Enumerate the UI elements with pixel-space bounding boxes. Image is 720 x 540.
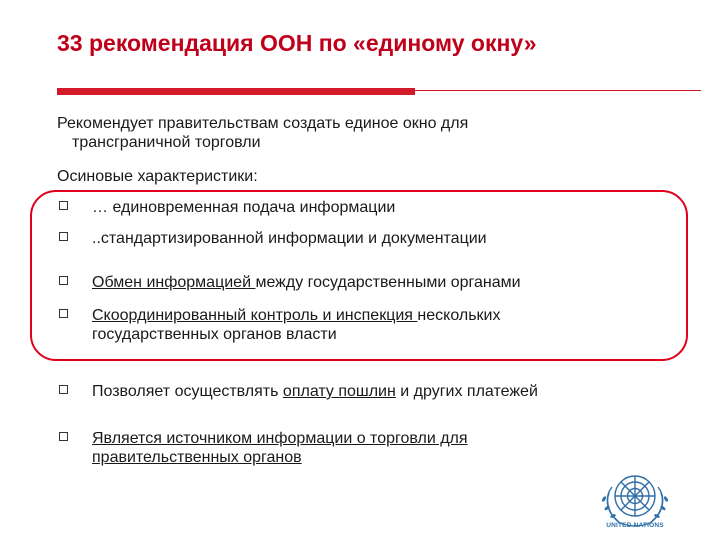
list-item-underlined-text: Обмен информацией — [92, 274, 256, 291]
list-item-underlined-text: Скоординированный контроль и инспекция — [92, 307, 418, 324]
characteristics-heading: Осиновые характеристики: — [57, 168, 258, 185]
checkbox-bullet-icon — [59, 276, 68, 285]
list-item-text: нескольких — [417, 307, 501, 324]
intro-line-1: Рекомендует правительствам создать единое окно для — [57, 115, 469, 132]
checkbox-bullet-icon — [59, 385, 68, 394]
checkbox-bullet-icon — [59, 309, 68, 318]
list-item-text-line2: государственных органов власти — [92, 326, 337, 343]
un-logo-caption: UNITED NATIONS — [606, 522, 664, 529]
list-item-text: между государственными органами — [255, 274, 521, 291]
intro-line-2: трансграничной торговли — [72, 134, 261, 151]
list-item-underlined-text: оплату пошлин — [282, 383, 396, 400]
checkbox-bullet-icon — [59, 201, 68, 210]
slide-title: 33 рекомендация ООН по «единому окну» — [57, 30, 537, 56]
checkbox-bullet-icon — [59, 232, 68, 241]
list-item-underlined-text: Является источником информации о торговли для — [92, 430, 468, 447]
checkbox-bullet-icon — [59, 432, 68, 441]
title-rule-thin — [57, 90, 701, 91]
list-item-text: ..стандартизированной информации и документации — [92, 230, 487, 247]
list-item-text: Позволяет осуществлять — [92, 383, 283, 400]
list-item-underlined-text-line2: правительственных органов — [92, 449, 302, 466]
intro-paragraph — [57, 114, 677, 152]
list-item-text: … единовременная подача информации — [92, 199, 396, 216]
list-item-text: и других платежей — [395, 383, 538, 400]
